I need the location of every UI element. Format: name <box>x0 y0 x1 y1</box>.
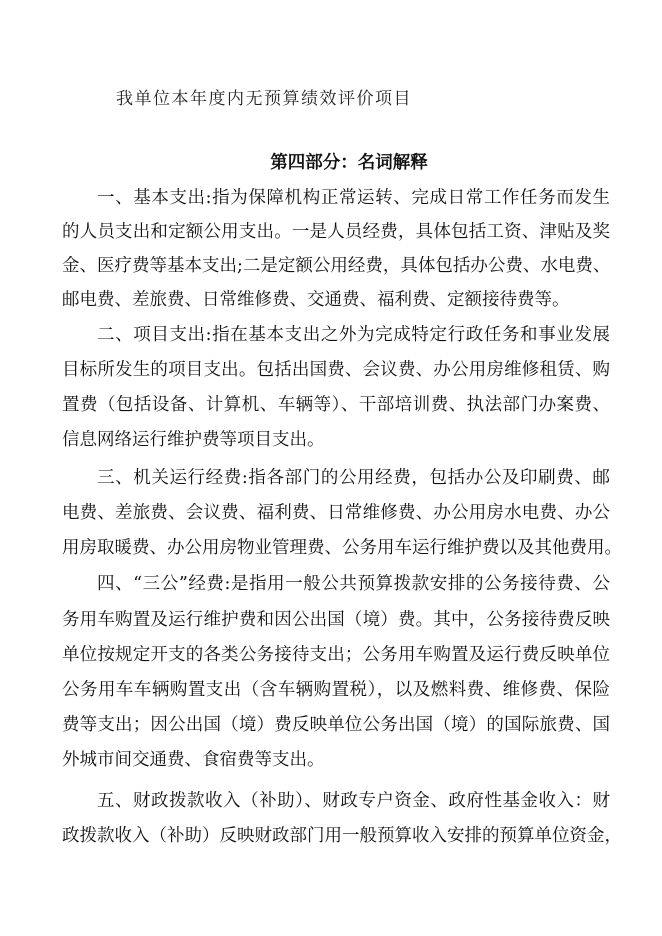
paragraph-line: 务用车购置及运行维护费和因公出国（境）费。其中，公务接待费反映 <box>62 610 610 630</box>
paragraph-line: 目标所发生的项目支出。包括出国费、会议费、办公用房维修租赁、购 <box>62 360 610 380</box>
paragraph-line: 置费（包括设备、计算机、车辆等）、干部培训费、执法部门办案费、 <box>62 395 610 415</box>
paragraph-line: 二、项目支出:指在基本支出之外为完成特定行政任务和事业发展 <box>97 325 610 345</box>
paragraph-line: 外城市间交通费、食宿费等支出。 <box>62 750 325 770</box>
paragraph-line: 邮电费、差旅费、日常维修费、交通费、福利费、定额接待费等。 <box>62 290 570 310</box>
paragraph-line: 费等支出；因公出国（境）费反映单位公务出国（境）的国际旅费、国 <box>62 715 610 735</box>
paragraph-line: 金、医疗费等基本支出;二是定额公用经费，具体包括办公费、水电费、 <box>62 256 611 276</box>
paragraph-line: 用房取暖费、办公用房物业管理费、公务用车运行维护费以及其他费用。 <box>62 538 622 558</box>
paragraph-line: 政拨款收入（补助）反映财政部门用一般预算收入安排的预算单位资金， <box>62 826 622 846</box>
paragraph-line: 信息网络运行维护费等项目支出。 <box>62 430 325 450</box>
paragraph-line: 单位按规定开支的各类公务接待支出；公务用车购置及运行费反映单位 <box>62 645 610 665</box>
paragraph-line: 电费、差旅费、会议费、福利费、日常维修费、办公用房水电费、办公 <box>62 503 610 523</box>
no-evaluation-note: 我单位本年度内无预算绩效评价项目 <box>116 89 412 109</box>
paragraph-line: 五、财政拨款收入（补助）、财政专户资金、政府性基金收入：财 <box>97 791 610 811</box>
paragraph-line: 四、“三公”经费:是指用一般公共预算拨款安排的公务接待费、公 <box>97 574 610 594</box>
paragraph-line: 一、基本支出:指为保障机构正常运转、完成日常工作任务而发生 <box>97 188 610 208</box>
paragraph-line: 的人员支出和定额公用支出。一是人员经费，具体包括工资、津贴及奖 <box>62 222 610 242</box>
section-title: 第四部分：名词解释 <box>270 153 428 173</box>
paragraph-line: 公务用车车辆购置支出（含车辆购置税），以及燃料费、维修费、保险 <box>62 680 610 700</box>
paragraph-line: 三、机关运行经费:指各部门的公用经费，包括办公及印刷费、邮 <box>97 468 610 488</box>
